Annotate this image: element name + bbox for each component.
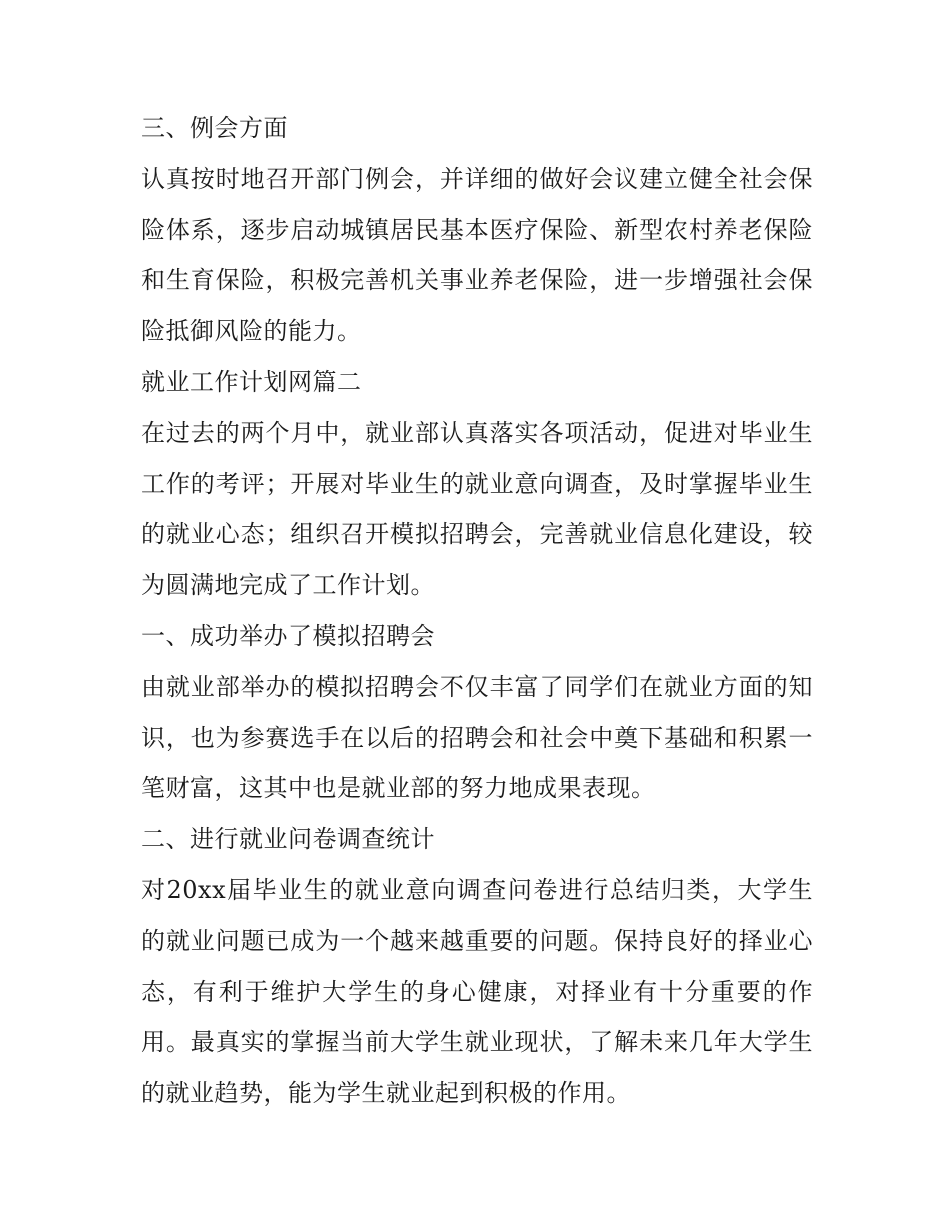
section-heading-mock-job-fair: 一、成功举办了模拟招聘会 (141, 621, 435, 650)
section-heading-plan-part-two: 就业工作计划网篇二 (141, 367, 362, 396)
section-heading-survey: 二、进行就业问卷调查统计 (141, 825, 435, 854)
paragraph-meetings: 认真按时地召开部门例会，并详细的做好会议建立健全社会保险体系，逐步启动城镇居民基本医疗保险、新型农村养老保险和生育保险，积极完善机关事业养老保险，进一步增强社会保险抵御风险的能力。 (141, 164, 813, 346)
section-heading-meetings: 三、例会方面 (141, 114, 288, 142)
document-body (141, 103, 813, 1119)
paragraph-mock-job-fair: 由就业部举办的模拟招聘会不仅丰富了同学们在就业方面的知识，也为参赛选手在以后的招聘会和社会中奠下基础和积累一笔财富，这其中也是就业部的努力地成果表现。 (141, 672, 813, 803)
paragraph-survey: 对20xx届毕业生的就业意向调查问卷进行总结归类，大学生的就业问题已成为一个越来越重要的问题。保持良好的择业心态，有利于维护大学生的身心健康，对择业有十分重要的作用。最真实的掌握当前大学生就业现状，了解未来几年大学生的就业趋势，能为学生就业起到积极的作用。 (141, 875, 813, 1108)
paragraph-plan-summary: 在过去的两个月中，就业部认真落实各项活动，促进对毕业生工作的考评；开展对毕业生的就业意向调查，及时掌握毕业生的就业心态；组织召开模拟招聘会，完善就业信息化建设，较为圆满地完成了工作计划。 (141, 418, 813, 600)
